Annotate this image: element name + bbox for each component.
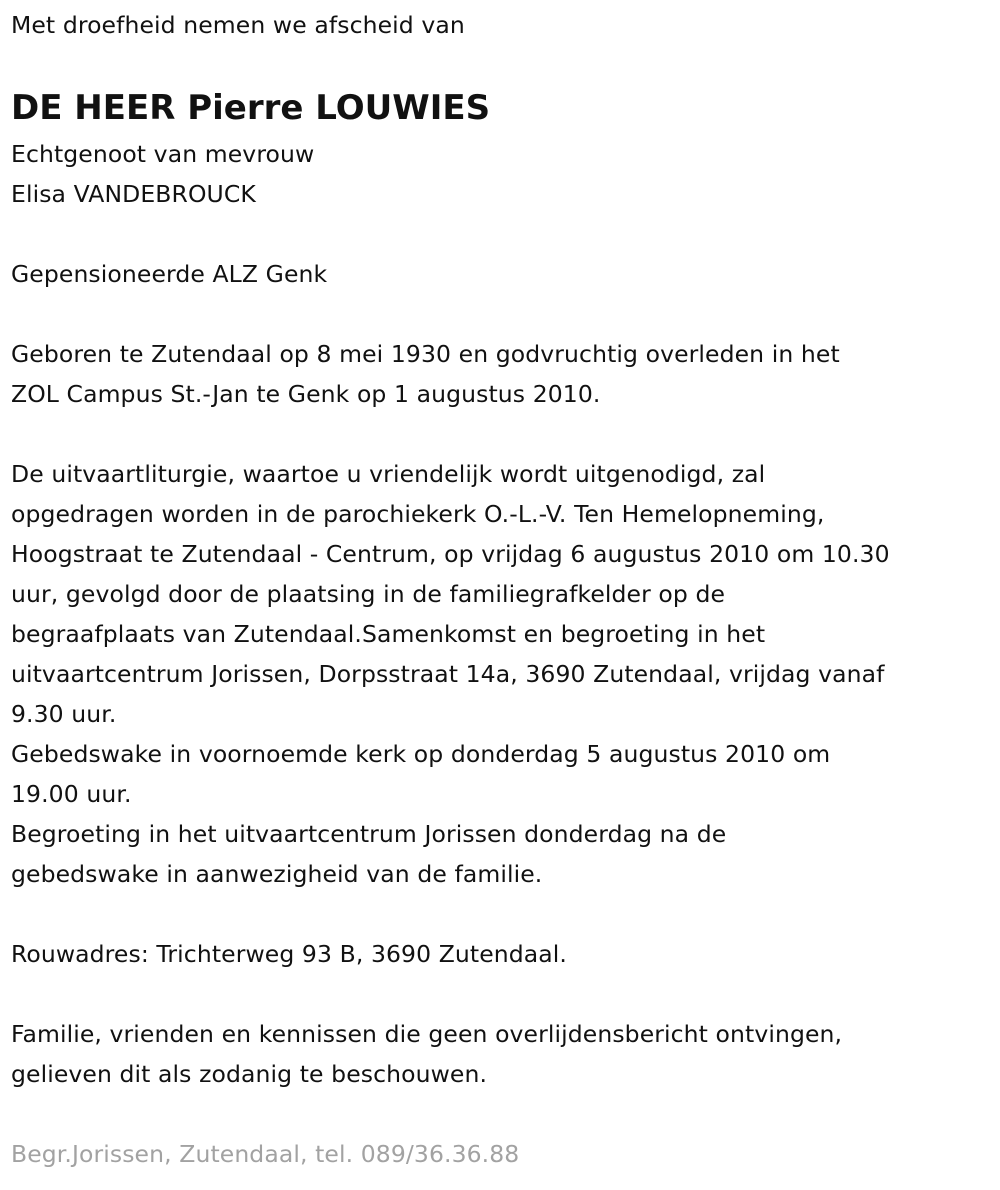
ceremony-line: begraafplaats van Zutendaal.Samenkomst en begroeting in het bbox=[11, 620, 766, 648]
ceremony-line: opgedragen worden in de parochiekerk O.-L.-V. Ten Hemelopneming, bbox=[11, 500, 825, 528]
ceremony-line: Hoogstraat te Zutendaal - Centrum, op vrijdag 6 augustus 2010 om 10.30 bbox=[11, 540, 890, 568]
birth-death-line: ZOL Campus St.-Jan te Genk op 1 augustus 2010. bbox=[11, 380, 601, 408]
funeral-home-footer: Begr.Jorissen, Zutendaal, tel. 089/36.36.88 bbox=[11, 1140, 520, 1168]
mourning-address: Rouwadres: Trichterweg 93 B, 3690 Zutendaal. bbox=[11, 940, 568, 968]
deceased-name: DE HEER Pierre LOUWIES bbox=[11, 88, 491, 128]
ceremony-line: uur, gevolgd door de plaatsing in de familiegrafkelder op de bbox=[11, 580, 726, 608]
ceremony-line: 19.00 uur. bbox=[11, 780, 132, 808]
spouse-line: Elisa VANDEBROUCK bbox=[11, 180, 256, 208]
ceremony-line: 9.30 uur. bbox=[11, 700, 117, 728]
notice-line: Familie, vrienden en kennissen die geen overlijdensbericht ontvingen, bbox=[11, 1020, 843, 1048]
occupation: Gepensioneerde ALZ Genk bbox=[11, 260, 328, 288]
ceremony-line: uitvaartcentrum Jorissen, Dorpsstraat 14a, 3690 Zutendaal, vrijdag vanaf bbox=[11, 660, 885, 688]
spouse-line: Echtgenoot van mevrouw bbox=[11, 140, 315, 168]
birth-death-line: Geboren te Zutendaal op 8 mei 1930 en godvruchtig overleden in het bbox=[11, 340, 840, 368]
ceremony-line: gebedswake in aanwezigheid van de familie. bbox=[11, 860, 543, 888]
ceremony-line: Begroeting in het uitvaartcentrum Jorissen donderdag na de bbox=[11, 820, 727, 848]
ceremony-line: De uitvaartliturgie, waartoe u vriendelijk wordt uitgenodigd, zal bbox=[11, 460, 766, 488]
intro-text: Met droefheid nemen we afscheid van bbox=[11, 11, 465, 39]
ceremony-line: Gebedswake in voornoemde kerk op donderdag 5 augustus 2010 om bbox=[11, 740, 831, 768]
notice-line: gelieven dit als zodanig te beschouwen. bbox=[11, 1060, 488, 1088]
